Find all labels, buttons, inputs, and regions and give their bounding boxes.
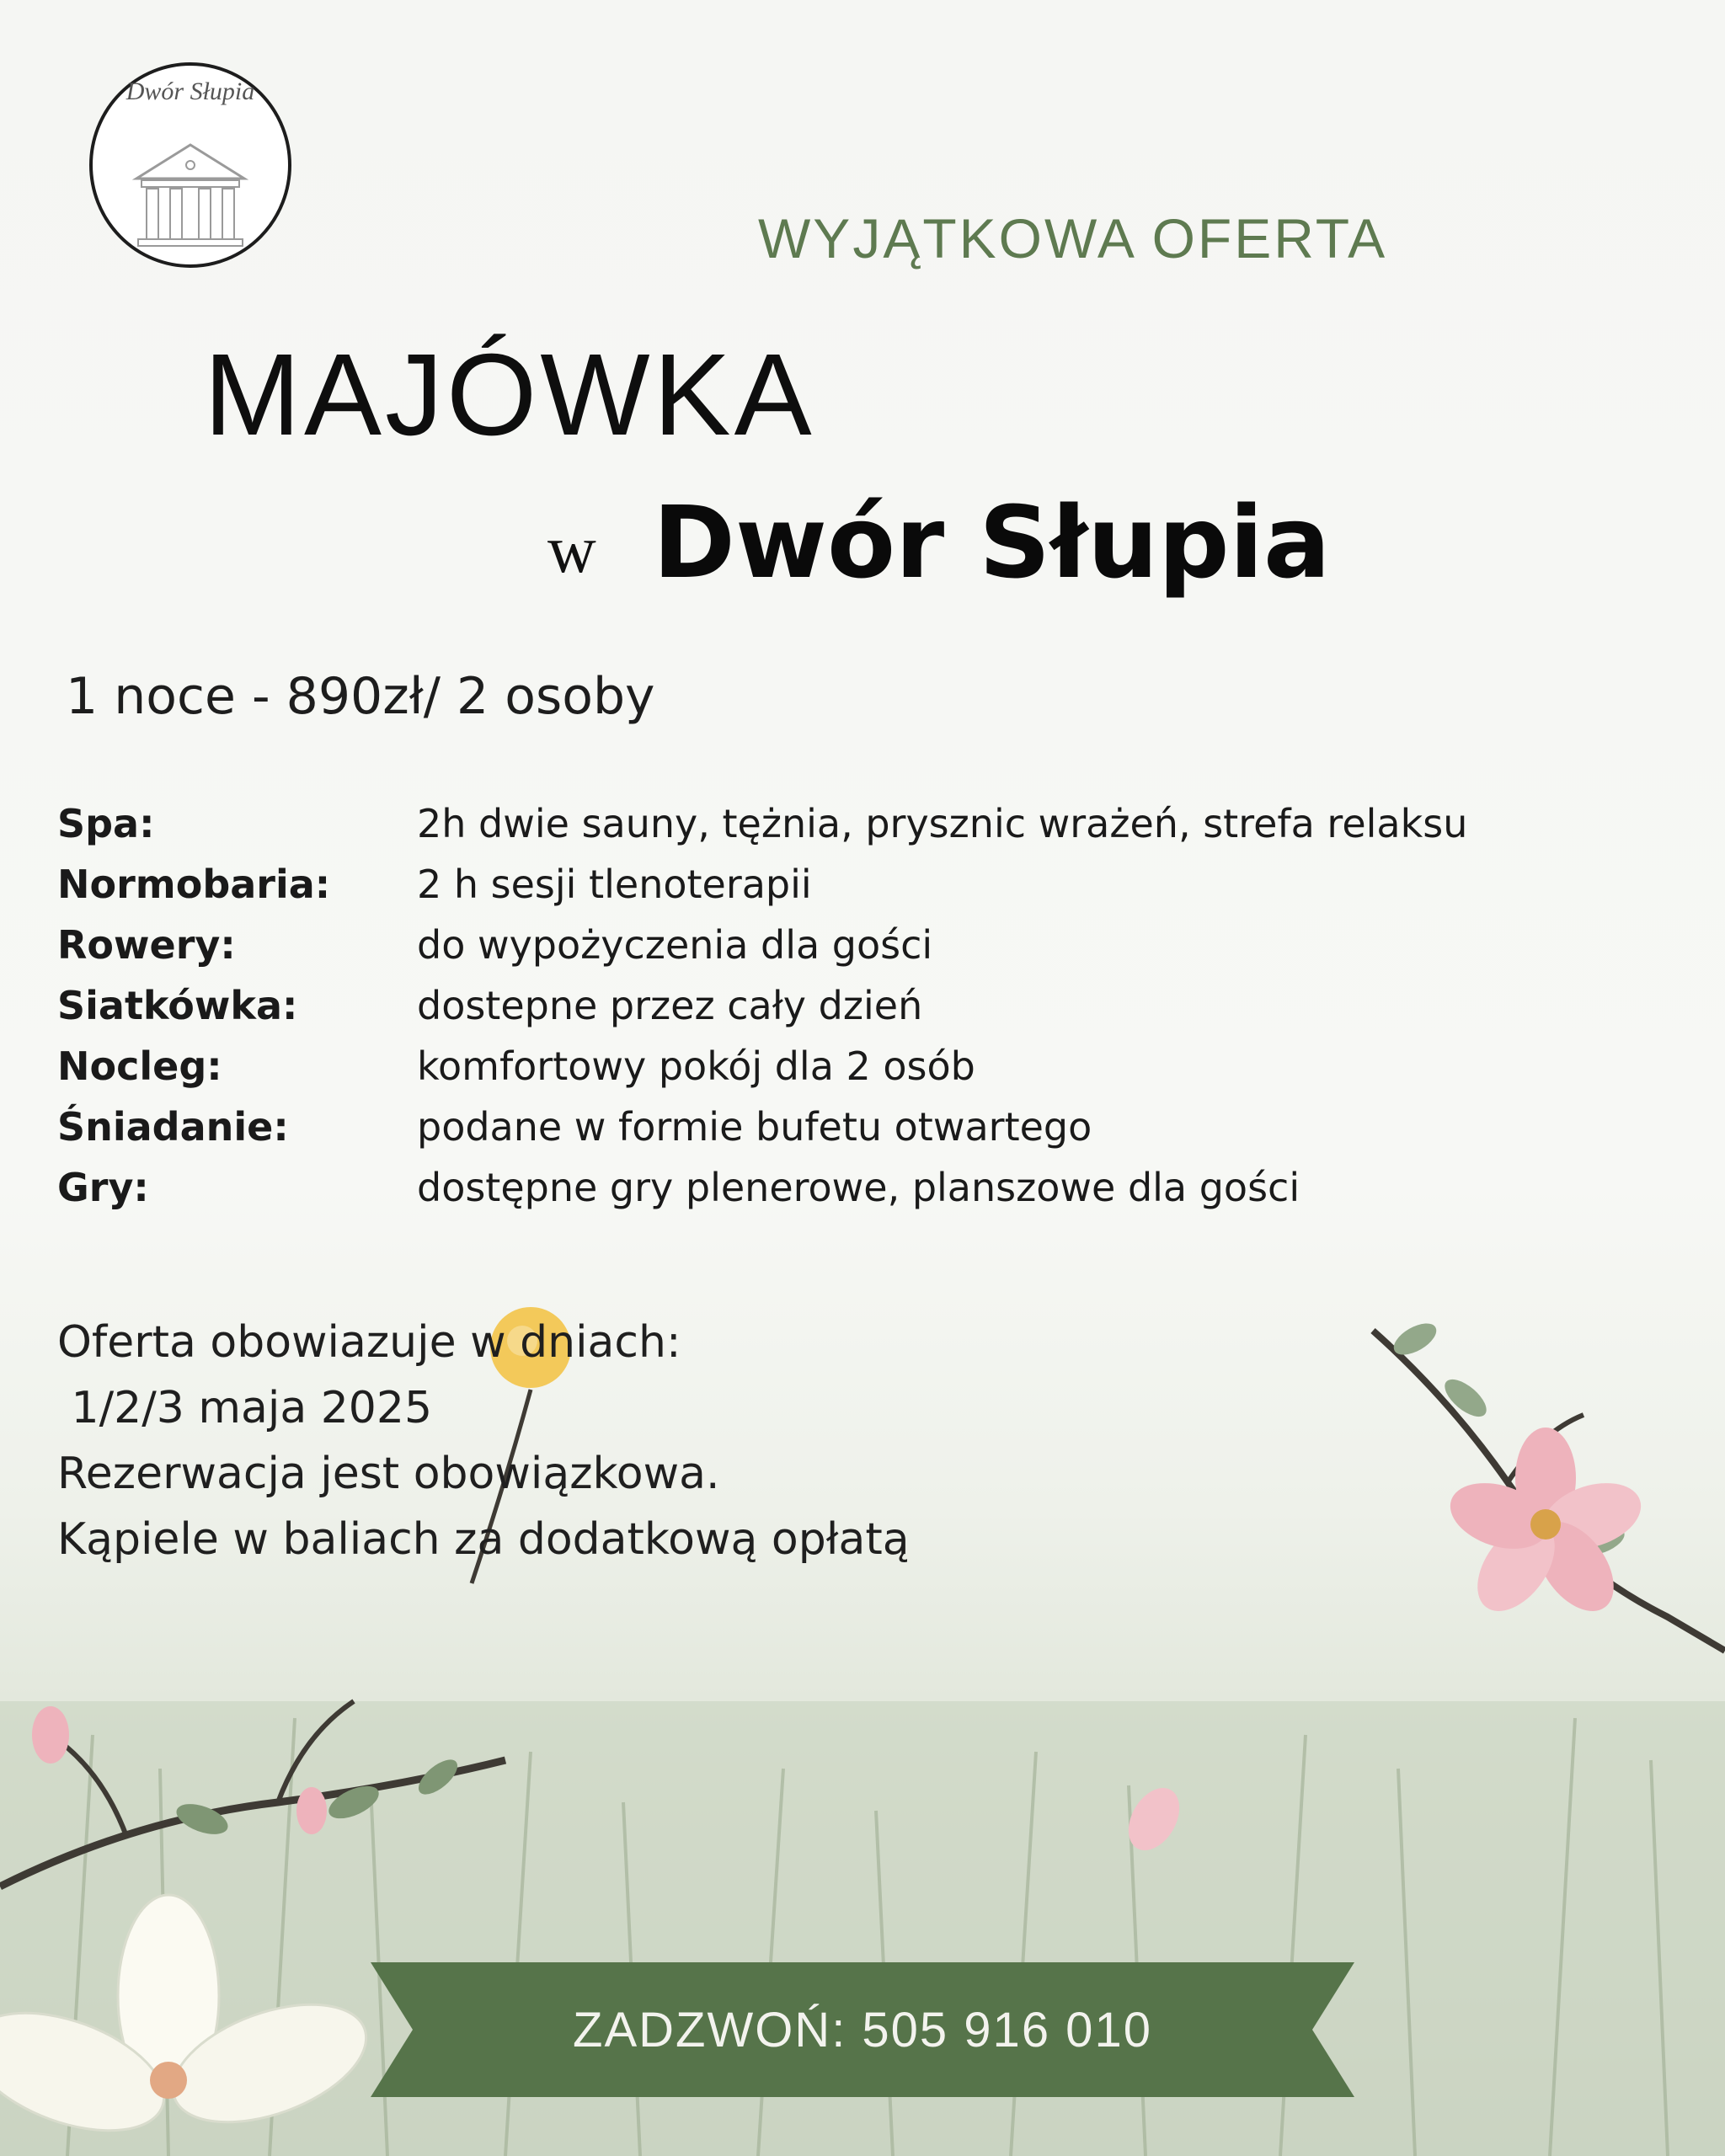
amenity-rowery	[57, 915, 1658, 975]
dates-heading: Oferta obowiazuje w dniach:	[57, 1317, 681, 1368]
amenity-value: 2 h sesji tlenoterapii	[417, 862, 812, 907]
reservation-note: Rezerwacja jest obowiązkowa.	[57, 1449, 720, 1499]
amenity-label: Siatkówka:	[57, 983, 298, 1028]
extra-fee-note: Kąpiele w baliach za dodatkową opłatą	[57, 1514, 910, 1565]
offer-dates: 1/2/3 maja 2025	[57, 1383, 433, 1433]
amenity-normobaria	[57, 854, 1658, 915]
amenity-value: do wypożyczenia dla gości	[417, 922, 933, 968]
amenity-spa	[57, 793, 1658, 854]
headline: MAJÓWKA	[204, 330, 815, 460]
amenity-gry	[57, 1157, 1658, 1218]
amenity-label: Nocleg:	[57, 1043, 222, 1089]
amenities-list	[57, 793, 1658, 1218]
venue-name: Dwór Słupia	[653, 484, 1331, 600]
amenity-value: 2h dwie sauny, tężnia, prysznic wrażeń, strefa relaksu	[417, 801, 1468, 846]
amenity-label: Normobaria:	[57, 862, 331, 907]
call-ribbon[interactable]	[371, 1962, 1354, 2097]
blossom-branch-icon	[1373, 1317, 1725, 1651]
amenity-siatkowka	[57, 975, 1658, 1036]
price-line: 1 noce - 890zł/ 2 osoby	[66, 667, 655, 726]
amenity-label: Spa:	[57, 801, 155, 846]
amenity-label: Śniadanie:	[57, 1104, 289, 1150]
offer-tagline: WYJĄTKOWA OFERTA	[758, 207, 1388, 270]
call-phone-link[interactable]: ZADZWOŃ: 505 916 010	[573, 2002, 1152, 2057]
amenity-label: Rowery:	[57, 922, 236, 968]
amenity-value: podane w formie bufetu otwartego	[417, 1104, 1092, 1150]
amenity-sniadanie	[57, 1097, 1658, 1157]
amenity-value: komfortowy pokój dla 2 osób	[417, 1043, 975, 1089]
amenity-label: Gry:	[57, 1165, 149, 1210]
amenity-value: dostępne gry plenerowe, planszowe dla gości	[417, 1165, 1300, 1210]
offer-notes	[57, 1310, 910, 1572]
amenity-nocleg	[57, 1036, 1658, 1097]
amenity-value: dostepne przez cały dzień	[417, 983, 923, 1028]
venue-prefix: w	[547, 513, 596, 587]
logo-wordmark: Dwór Słupia	[126, 77, 255, 105]
